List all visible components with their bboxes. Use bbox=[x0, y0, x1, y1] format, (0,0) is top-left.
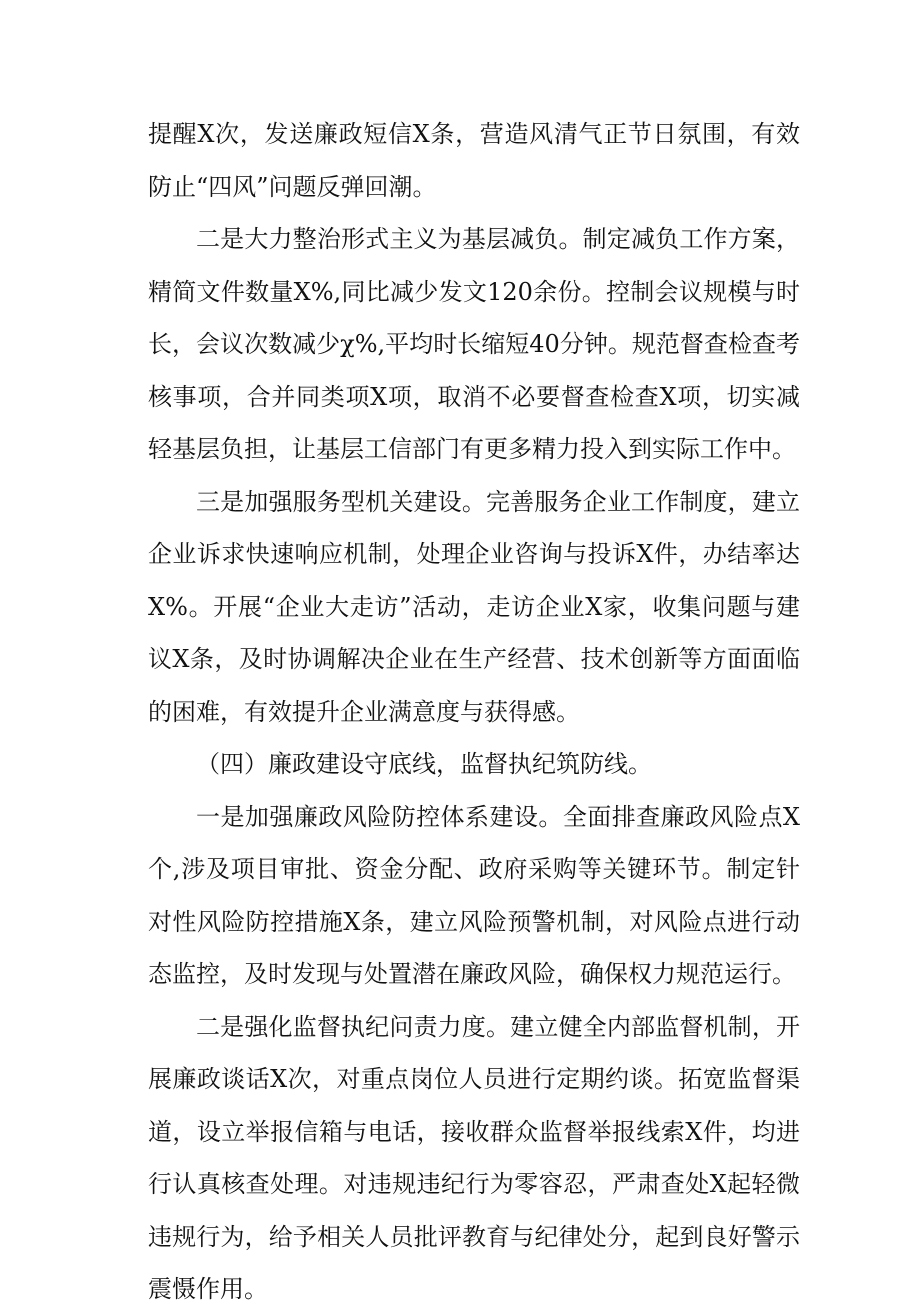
paragraph-service-organ: 三是加强服务型机关建设。完善服务企业工作制度，建立企业诉求快速响应机制，处理企业咨询与投诉X件，办结率达X%。开展“企业大走访”活动，走访企业X家，收集问题与建议X条，及时协调解决企业在生产经营、技术创新等方面面临的困难，有效提升企业满意度与获得感。 bbox=[148, 487, 800, 726]
paragraph-reduce-burden: 二是大力整治形式主义为基层减负。制定减负工作方案，精简文件数量X%,同比减少发文120余份。控制会议规模与时长，会议次数减少χ%,平均时长缩短40分钟。规范督查检查考核事项，合并同类项X项，取消不必要督查检查X项，切实减轻基层负担，让基层工信部门有更多精力投入到实际工作中。 bbox=[148, 225, 800, 463]
paragraph-risk-control: 一是加强廉政风险防控体系建设。全面排查廉政风险点X个,涉及项目审批、资金分配、政府采购等关键环节。制定针对性风险防控措施X条，建立风险预警机制，对风险点进行动态监控，及时发现与处置潜在廉政风险，确保权力规范运行。 bbox=[148, 802, 800, 988]
paragraph-supervision: 二是强化监督执纪问责力度。建立健全内部监督机制，开展廉政谈话X次，对重点岗位人员进行定期约谈。拓宽监督渠道，设立举报信箱与电话，接收群众监督举报线索X件，均进行认真核查处理。对违规违纪行为零容忍，严肃查处X起轻微违规行为，给予相关人员批评教育与纪律处分，起到良好警示震慑作用。 bbox=[148, 1012, 800, 1303]
paragraph-continued: 提醒X次，发送廉政短信X条，营造风清气正节日氛围，有效防止“四风”问题反弹回潮。 bbox=[148, 120, 800, 201]
document-body bbox=[148, 108, 800, 1316]
section-heading: （四）廉政建设守底线，监督执纪筑防线。 bbox=[196, 750, 652, 778]
